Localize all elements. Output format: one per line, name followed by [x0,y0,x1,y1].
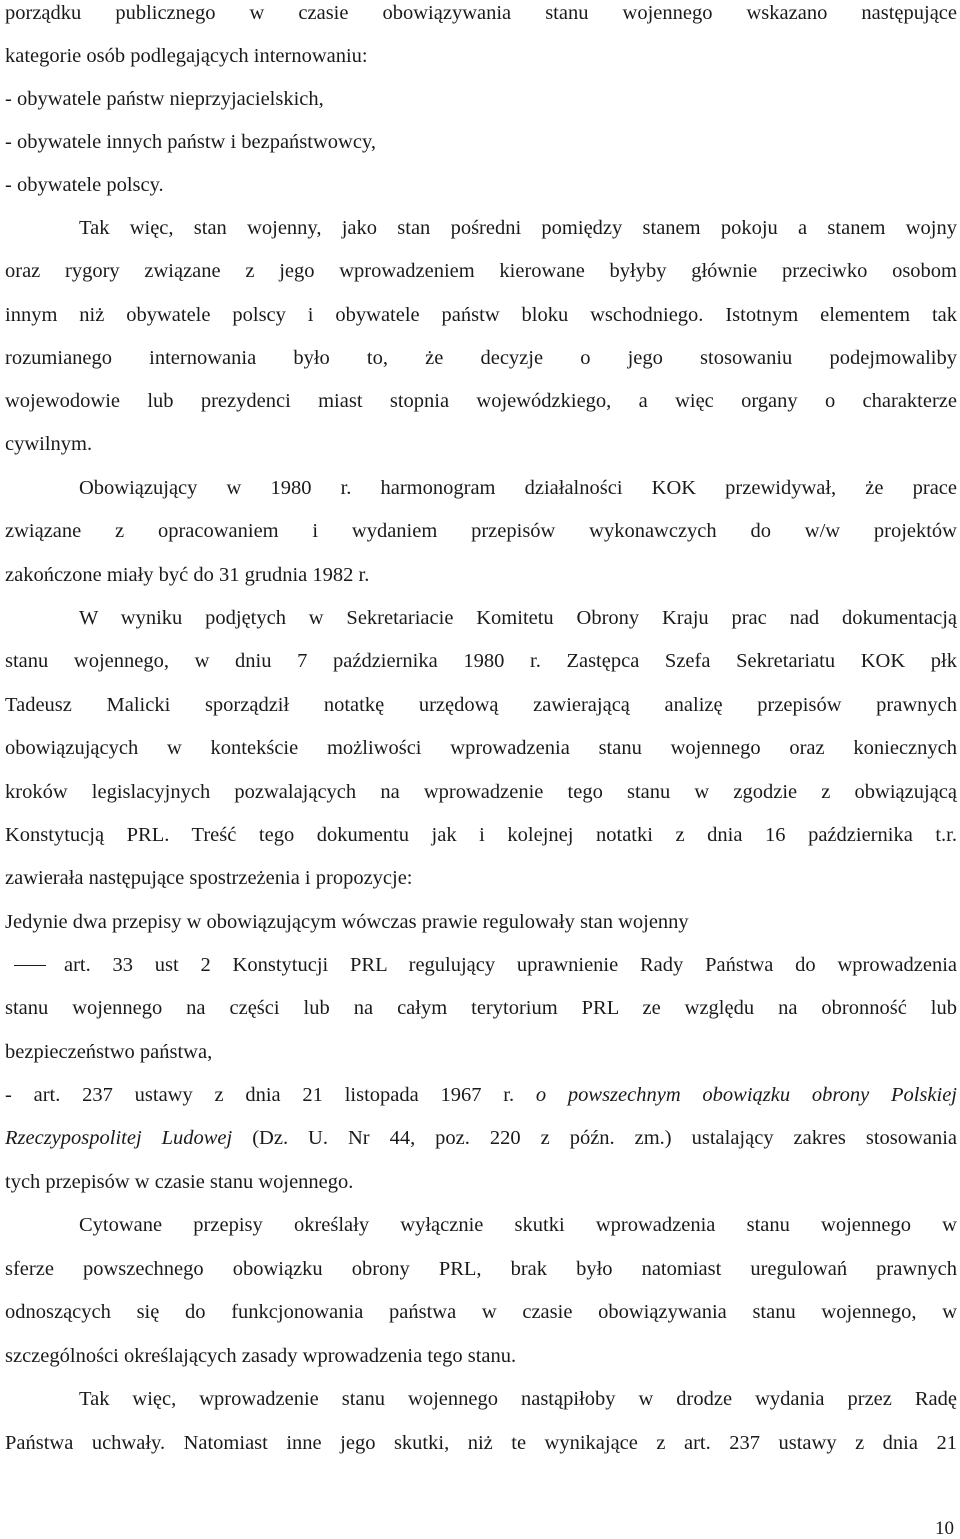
text-line: rozumianego internowania było to, że decyzje o jego stosowaniu podejmowaliby [5,347,957,369]
text-line [5,1128,957,1149]
text-line: tych przepisów w czasie stanu wojennego. [5,1171,354,1193]
text-line: związane z opracowaniem i wydaniem przepisów wykonawczych do w/w projektów [5,520,957,542]
page-number: 10 [935,1518,954,1539]
text-line: Jedynie dwa przepisy w obowiązującym wówczas prawie regulowały stan wojenny [5,911,689,933]
text-span: (Dz. U. Nr 44, poz. 220 z późn. zm.) ustalający zakres stosowania [252,1127,957,1149]
text-line: odnoszących się do funkcjonowania państwa w czasie obowiązywania stanu wojennego, w [5,1301,957,1323]
text-line: szczególności określających zasady wprowadzenia tego stanu. [5,1345,517,1367]
text-line: innym niż obywatele polscy i obywatele państw bloku wschodniego. Istotnym elementem tak [5,304,957,326]
text-line: Państwa uchwały. Natomiast inne jego skutki, niż te wynikające z art. 237 ustawy z dnia 21 [5,1432,957,1454]
list-item: - obywatele polscy. [5,174,164,196]
text-line: Konstytucją PRL. Treść tego dokumentu jak i kolejnej notatki z dnia 16 października t.r. [5,824,957,846]
text-line: W wyniku podjętych w Sekretariacie Komitetu Obrony Kraju prac nad dokumentacją [79,607,957,629]
list-item: - obywatele państw nieprzyjacielskich, [5,88,324,110]
list-item [5,1085,957,1106]
text-line: Tadeusz Malicki sporządził notatkę urzędową zawierającą analizę przepisów prawnych [5,694,957,716]
text-line: obowiązujących w kontekście możliwości wprowadzenia stanu wojennego oraz koniecznych [5,737,957,759]
list-item: art. 33 ust 2 Konstytucji PRL regulujący uprawnienie Rady Państwa do wprowadzenia [14,955,957,976]
italic-title: Rzeczypospolitej Ludowej [5,1127,233,1149]
text-span: - art. 237 ustawy z dnia 21 listopada 1967 r. [5,1084,515,1106]
text-line: Cytowane przepisy określały wyłącznie skutki wprowadzenia stanu wojennego w [79,1214,957,1236]
text-line: oraz rygory związane z jego wprowadzeniem kierowane byłyby głównie przeciwko osobom [5,260,957,282]
text-line: sferze powszechnego obowiązku obrony PRL, brak było natomiast uregulowań prawnych [5,1258,957,1280]
text-line: zakończone miały być do 31 grudnia 1982 r. [5,564,370,586]
text-line: stanu wojennego, w dniu 7 października 1980 r. Zastępca Szefa Sekretariatu KOK płk [5,650,957,672]
text-line: porządku publicznego w czasie obowiązywania stanu wojennego wskazano następujące [5,2,957,24]
text-line: Tak więc, wprowadzenie stanu wojennego nastąpiłoby w drodze wydania przez Radę [79,1388,957,1410]
text-line: cywilnym. [5,433,93,455]
text-line: wojewodowie lub prezydenci miast stopnia wojewódzkiego, a więc organy o charakterze [5,390,957,412]
italic-title: o powszechnym obowiązku obrony Polskiej [535,1084,957,1106]
text-line: zawierała następujące spostrzeżenia i propozycje: [5,867,413,889]
text-line: Tak więc, stan wojenny, jako stan pośredni pomiędzy stanem pokoju a stanem wojny [79,217,957,239]
text-line: bezpieczeństwo państwa, [5,1041,213,1063]
text-line: kroków legislacyjnych pozwalających na wprowadzenie tego stanu w zgodzie z obwiązującą [5,781,957,803]
text-line: Obowiązujący w 1980 r. harmonogram działalności KOK przewidywał, że prace [79,477,957,499]
text-line: stanu wojennego na części lub na całym terytorium PRL ze względu na obronność lub [5,997,957,1019]
list-item: - obywatele innych państw i bezpaństwowcy, [5,131,376,153]
text-line: kategorie osób podlegających internowaniu: [5,45,368,67]
